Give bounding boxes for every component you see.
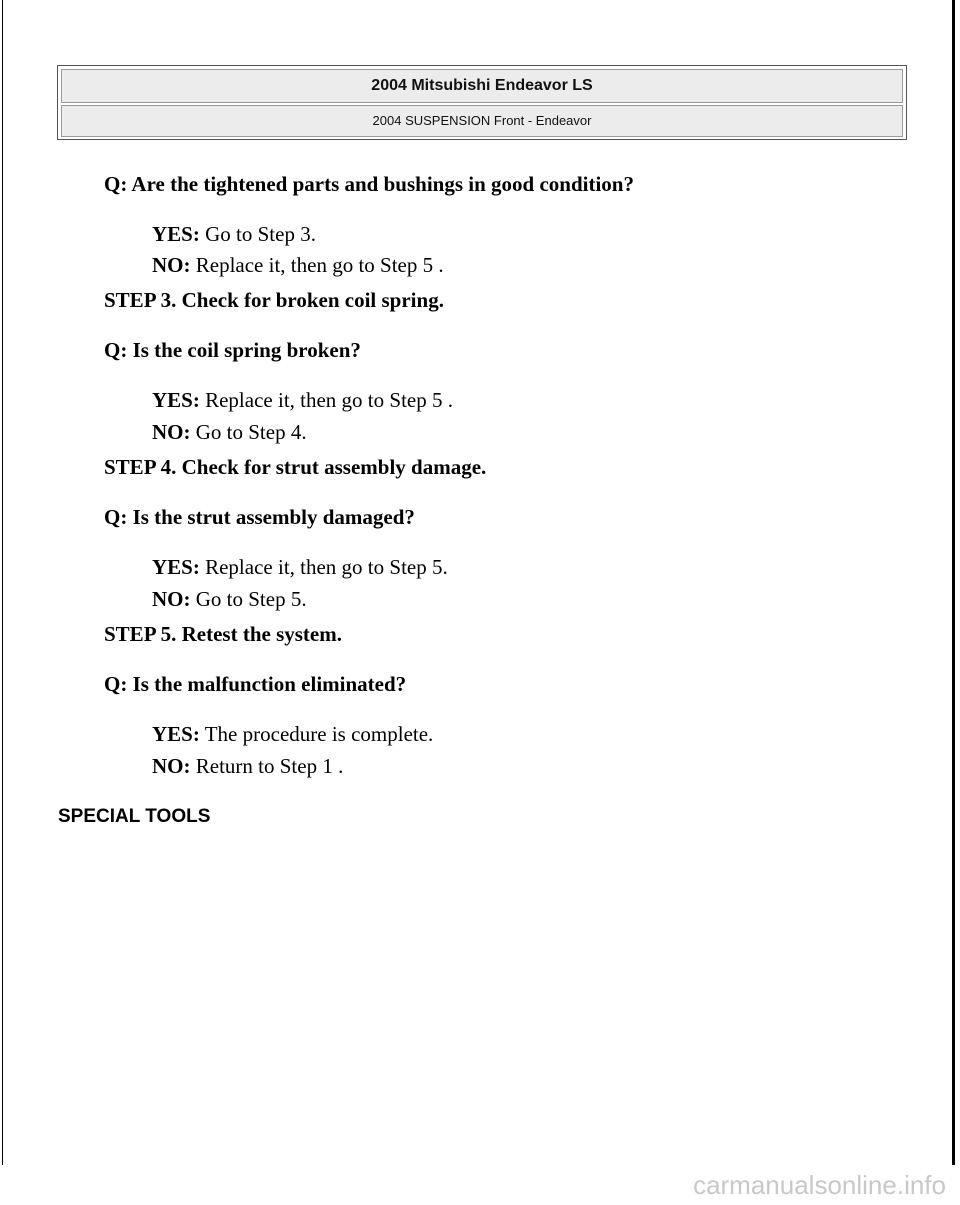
answer-yes-1 [152, 222, 316, 247]
step-5-heading: STEP 5. Retest the system. [104, 622, 342, 646]
question-3: Q: Is the strut assembly damaged? [104, 505, 415, 529]
page-right-border [952, 0, 955, 1165]
answer-yes-3 [152, 555, 448, 580]
answer-label: NO: [152, 420, 191, 444]
answer-text: Go to Step 5. [190, 587, 307, 611]
watermark-text: carmanualsonline.info [693, 1170, 946, 1200]
step-3-heading: STEP 3. Check for broken coil spring. [104, 288, 444, 312]
header-subtitle: 2004 SUSPENSION Front - Endeavor [61, 105, 903, 137]
section-heading-special-tools: SPECIAL TOOLS [58, 806, 211, 827]
answer-label: NO: [152, 587, 191, 611]
answer-label: YES: [152, 722, 200, 746]
answer-label: YES: [152, 222, 200, 246]
answer-text: Replace it, then go to Step 5. [199, 555, 448, 579]
question-4: Q: Is the malfunction eliminated? [104, 672, 407, 696]
step-4-heading: STEP 4. Check for strut assembly damage. [104, 455, 487, 479]
question-1: Q: Are the tightened parts and bushings in good condition? [104, 172, 634, 196]
answer-label: YES: [152, 388, 200, 412]
answer-label: NO: [152, 754, 191, 778]
answer-text: Return to Step 1 . [190, 754, 344, 778]
answer-no-4 [152, 754, 343, 779]
header-title: 2004 Mitsubishi Endeavor LS [61, 69, 903, 103]
answer-text: Replace it, then go to Step 5 . [190, 253, 444, 277]
answer-text: Go to Step 4. [190, 420, 307, 444]
answer-text: Replace it, then go to Step 5 . [199, 388, 453, 412]
answer-label: YES: [152, 555, 200, 579]
answer-text: The procedure is complete. [199, 722, 434, 746]
answer-yes-4 [152, 722, 433, 747]
answer-no-3 [152, 587, 307, 612]
answer-text: Go to Step 3. [199, 222, 316, 246]
answer-no-1 [152, 253, 444, 278]
answer-label: NO: [152, 253, 191, 277]
page-header [57, 65, 907, 140]
page-left-border [2, 0, 3, 1165]
answer-no-2 [152, 420, 307, 445]
question-2: Q: Is the coil spring broken? [104, 338, 361, 362]
answer-yes-2 [152, 388, 453, 413]
